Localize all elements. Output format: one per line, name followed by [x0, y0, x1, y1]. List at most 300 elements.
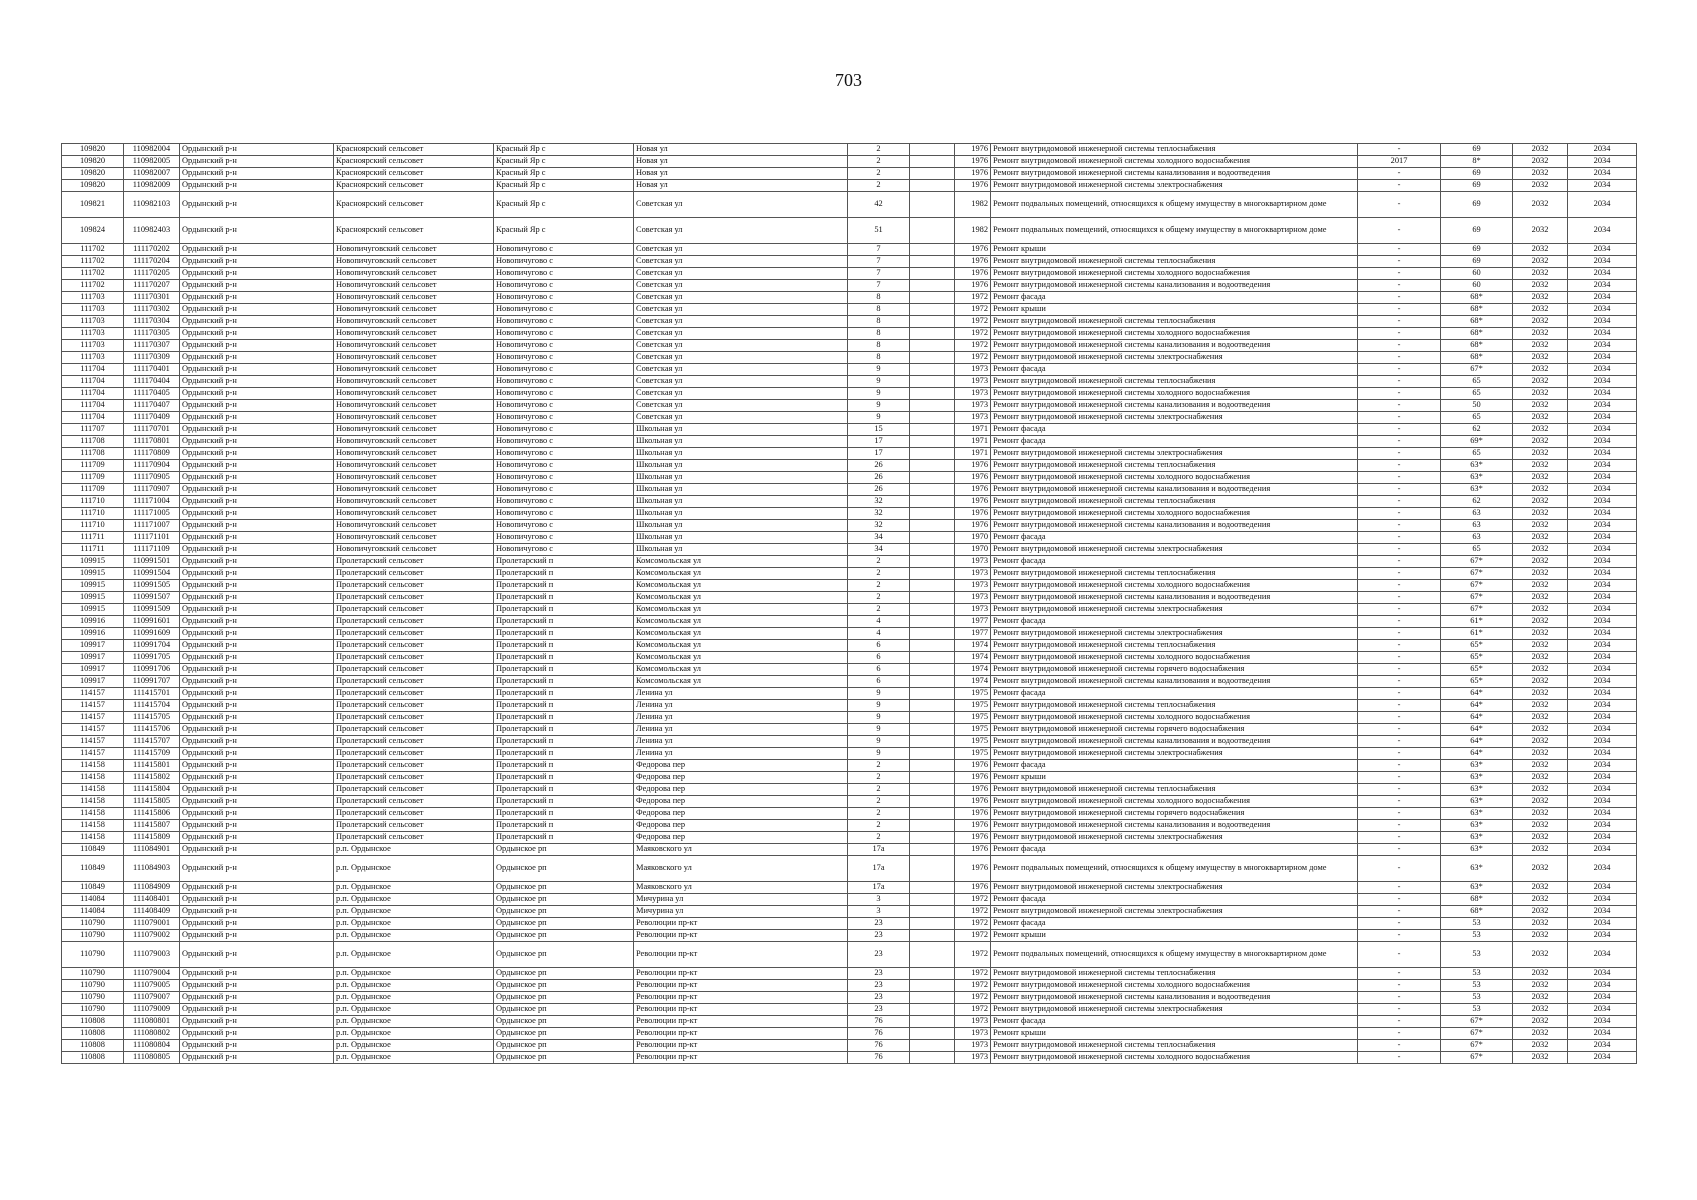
year-built-cell: 1977	[955, 628, 991, 640]
house-id-cell: 110808	[62, 1040, 124, 1052]
district-cell: Ордынский р-н	[180, 268, 334, 280]
element-id-cell: 111171005	[124, 508, 180, 520]
element-id-cell: 111080805	[124, 1052, 180, 1064]
house-id-cell: 111710	[62, 508, 124, 520]
wear-percent-cell: 67*	[1441, 580, 1513, 592]
house-number-cell: 26	[848, 460, 910, 472]
plan-end-cell: 2034	[1568, 508, 1637, 520]
district-cell: Ордынский р-н	[180, 930, 334, 942]
building-cell	[910, 832, 955, 844]
year-built-cell: 1973	[955, 364, 991, 376]
wear-percent-cell: 67*	[1441, 364, 1513, 376]
element-id-cell: 111170301	[124, 292, 180, 304]
house-number-cell: 9	[848, 712, 910, 724]
table-row	[62, 192, 1637, 218]
settlement-cell: Красноярский сельсовет	[334, 218, 494, 244]
element-id-cell: 111170801	[124, 436, 180, 448]
settlement-cell: Красноярский сельсовет	[334, 156, 494, 168]
street-cell: Ленина ул	[634, 736, 848, 748]
street-cell: Школьная ул	[634, 484, 848, 496]
settlement-cell: Пролетарский сельсовет	[334, 712, 494, 724]
plan-start-cell: 2032	[1513, 520, 1568, 532]
table-row	[62, 168, 1637, 180]
settlement-cell: Новопичуговский сельсовет	[334, 412, 494, 424]
settlement-cell: Пролетарский сельсовет	[334, 784, 494, 796]
wear-percent-cell: 53	[1441, 918, 1513, 930]
plan-start-cell: 2032	[1513, 844, 1568, 856]
district-cell: Ордынский р-н	[180, 436, 334, 448]
house-id-cell: 110849	[62, 844, 124, 856]
house-number-cell: 26	[848, 484, 910, 496]
plan-end-cell: 2034	[1568, 424, 1637, 436]
wear-percent-cell: 8*	[1441, 156, 1513, 168]
plan-start-cell: 2032	[1513, 1040, 1568, 1052]
year-built-cell: 1972	[955, 292, 991, 304]
wear-percent-cell: 62	[1441, 496, 1513, 508]
plan-end-cell: 2034	[1568, 268, 1637, 280]
work-type-cell: Ремонт внутридомовой инженерной системы канализования и водоотведения	[991, 592, 1358, 604]
plan-start-cell: 2032	[1513, 180, 1568, 192]
settlement-cell: Пролетарский сельсовет	[334, 724, 494, 736]
settlement-cell: р.п. Ордынское	[334, 1016, 494, 1028]
plan-start-cell: 2032	[1513, 460, 1568, 472]
wear-percent-cell: 53	[1441, 992, 1513, 1004]
settlement-cell: Новопичуговский сельсовет	[334, 448, 494, 460]
element-id-cell: 111079007	[124, 992, 180, 1004]
wear-percent-cell: 53	[1441, 942, 1513, 968]
last-repair-year-cell: -	[1358, 664, 1441, 676]
plan-end-cell: 2034	[1568, 856, 1637, 882]
building-cell	[910, 218, 955, 244]
house-id-cell: 109915	[62, 604, 124, 616]
element-id-cell: 111415807	[124, 820, 180, 832]
last-repair-year-cell: -	[1358, 592, 1441, 604]
plan-end-cell: 2034	[1568, 832, 1637, 844]
work-type-cell: Ремонт внутридомовой инженерной системы теплоснабжения	[991, 640, 1358, 652]
work-type-cell: Ремонт подвальных помещений, относящихся к общему имуществу в многоквартирном доме	[991, 192, 1358, 218]
district-cell: Ордынский р-н	[180, 424, 334, 436]
year-built-cell: 1976	[955, 508, 991, 520]
plan-end-cell: 2034	[1568, 244, 1637, 256]
house-id-cell: 109820	[62, 156, 124, 168]
street-cell: Комсомольская ул	[634, 652, 848, 664]
building-cell	[910, 882, 955, 894]
building-cell	[910, 496, 955, 508]
building-cell	[910, 292, 955, 304]
house-id-cell: 110849	[62, 856, 124, 882]
house-id-cell: 111704	[62, 376, 124, 388]
work-type-cell: Ремонт внутридомовой инженерной системы теплоснабжения	[991, 568, 1358, 580]
plan-start-cell: 2032	[1513, 192, 1568, 218]
locality-cell: Пролетарский п	[494, 808, 634, 820]
street-cell: Новая ул	[634, 180, 848, 192]
house-id-cell: 109917	[62, 676, 124, 688]
street-cell: Революции пр-кт	[634, 942, 848, 968]
settlement-cell: Пролетарский сельсовет	[334, 700, 494, 712]
district-cell: Ордынский р-н	[180, 192, 334, 218]
last-repair-year-cell: -	[1358, 844, 1441, 856]
building-cell	[910, 664, 955, 676]
element-id-cell: 111084909	[124, 882, 180, 894]
plan-start-cell: 2032	[1513, 496, 1568, 508]
house-number-cell: 9	[848, 700, 910, 712]
last-repair-year-cell: -	[1358, 772, 1441, 784]
plan-start-cell: 2032	[1513, 1016, 1568, 1028]
house-id-cell: 114084	[62, 894, 124, 906]
house-id-cell: 114157	[62, 748, 124, 760]
district-cell: Ордынский р-н	[180, 218, 334, 244]
street-cell: Школьная ул	[634, 424, 848, 436]
last-repair-year-cell: -	[1358, 144, 1441, 156]
settlement-cell: Новопичуговский сельсовет	[334, 472, 494, 484]
street-cell: Маяковского ул	[634, 844, 848, 856]
plan-end-cell: 2034	[1568, 168, 1637, 180]
settlement-cell: р.п. Ордынское	[334, 980, 494, 992]
locality-cell: Пролетарский п	[494, 604, 634, 616]
house-number-cell: 76	[848, 1040, 910, 1052]
house-id-cell: 109820	[62, 144, 124, 156]
plan-end-cell: 2034	[1568, 316, 1637, 328]
work-type-cell: Ремонт фасада	[991, 844, 1358, 856]
year-built-cell: 1976	[955, 760, 991, 772]
house-id-cell: 111704	[62, 388, 124, 400]
building-cell	[910, 352, 955, 364]
wear-percent-cell: 63*	[1441, 808, 1513, 820]
district-cell: Ордынский р-н	[180, 472, 334, 484]
year-built-cell: 1972	[955, 906, 991, 918]
last-repair-year-cell: -	[1358, 628, 1441, 640]
element-id-cell: 111170207	[124, 280, 180, 292]
street-cell: Советская ул	[634, 340, 848, 352]
locality-cell: Пролетарский п	[494, 676, 634, 688]
last-repair-year-cell: -	[1358, 340, 1441, 352]
table-row	[62, 772, 1637, 784]
wear-percent-cell: 67*	[1441, 1028, 1513, 1040]
last-repair-year-cell: -	[1358, 894, 1441, 906]
wear-percent-cell: 63*	[1441, 784, 1513, 796]
plan-end-cell: 2034	[1568, 436, 1637, 448]
wear-percent-cell: 69*	[1441, 436, 1513, 448]
table-row	[62, 882, 1637, 894]
plan-start-cell: 2032	[1513, 424, 1568, 436]
last-repair-year-cell: -	[1358, 736, 1441, 748]
building-cell	[910, 580, 955, 592]
settlement-cell: Новопичуговский сельсовет	[334, 388, 494, 400]
settlement-cell: р.п. Ордынское	[334, 942, 494, 968]
work-type-cell: Ремонт внутридомовой инженерной системы теплоснабжения	[991, 256, 1358, 268]
plan-start-cell: 2032	[1513, 968, 1568, 980]
house-number-cell: 9	[848, 400, 910, 412]
last-repair-year-cell: -	[1358, 640, 1441, 652]
house-number-cell: 2	[848, 784, 910, 796]
house-number-cell: 9	[848, 364, 910, 376]
district-cell: Ордынский р-н	[180, 352, 334, 364]
work-type-cell: Ремонт фасада	[991, 532, 1358, 544]
plan-start-cell: 2032	[1513, 980, 1568, 992]
table-row	[62, 364, 1637, 376]
house-number-cell: 2	[848, 772, 910, 784]
settlement-cell: р.п. Ордынское	[334, 856, 494, 882]
year-built-cell: 1976	[955, 244, 991, 256]
work-type-cell: Ремонт внутридомовой инженерной системы теплоснабжения	[991, 1040, 1358, 1052]
locality-cell: Новопичугово с	[494, 400, 634, 412]
table-row	[62, 1028, 1637, 1040]
district-cell: Ордынский р-н	[180, 448, 334, 460]
wear-percent-cell: 69	[1441, 192, 1513, 218]
building-cell	[910, 760, 955, 772]
settlement-cell: р.п. Ордынское	[334, 930, 494, 942]
locality-cell: Красный Яр с	[494, 218, 634, 244]
wear-percent-cell: 63	[1441, 532, 1513, 544]
locality-cell: Пролетарский п	[494, 760, 634, 772]
last-repair-year-cell: -	[1358, 316, 1441, 328]
plan-start-cell: 2032	[1513, 1004, 1568, 1016]
house-id-cell: 111708	[62, 436, 124, 448]
work-type-cell: Ремонт внутридомовой инженерной системы теплоснабжения	[991, 784, 1358, 796]
street-cell: Федорова пер	[634, 760, 848, 772]
district-cell: Ордынский р-н	[180, 556, 334, 568]
locality-cell: Пролетарский п	[494, 616, 634, 628]
locality-cell: Ордынское рп	[494, 1004, 634, 1016]
street-cell: Школьная ул	[634, 460, 848, 472]
house-id-cell: 110790	[62, 992, 124, 1004]
locality-cell: Пролетарский п	[494, 832, 634, 844]
street-cell: Новая ул	[634, 144, 848, 156]
work-type-cell: Ремонт внутридомовой инженерной системы электроснабжения	[991, 352, 1358, 364]
year-built-cell: 1973	[955, 400, 991, 412]
table-row	[62, 724, 1637, 736]
wear-percent-cell: 68*	[1441, 316, 1513, 328]
plan-end-cell: 2034	[1568, 906, 1637, 918]
plan-start-cell: 2032	[1513, 604, 1568, 616]
plan-end-cell: 2034	[1568, 930, 1637, 942]
work-type-cell: Ремонт внутридомовой инженерной системы электроснабжения	[991, 882, 1358, 894]
element-id-cell: 111415802	[124, 772, 180, 784]
year-built-cell: 1975	[955, 736, 991, 748]
plan-start-cell: 2032	[1513, 280, 1568, 292]
work-type-cell: Ремонт внутридомовой инженерной системы канализования и водоотведения	[991, 340, 1358, 352]
building-cell	[910, 700, 955, 712]
plan-end-cell: 2034	[1568, 712, 1637, 724]
house-id-cell: 110790	[62, 1004, 124, 1016]
work-type-cell: Ремонт внутридомовой инженерной системы канализования и водоотведения	[991, 400, 1358, 412]
settlement-cell: Красноярский сельсовет	[334, 180, 494, 192]
street-cell: Комсомольская ул	[634, 664, 848, 676]
plan-end-cell: 2034	[1568, 292, 1637, 304]
year-built-cell: 1973	[955, 556, 991, 568]
last-repair-year-cell: -	[1358, 580, 1441, 592]
district-cell: Ордынский р-н	[180, 412, 334, 424]
element-id-cell: 111080804	[124, 1040, 180, 1052]
house-id-cell: 109916	[62, 616, 124, 628]
year-built-cell: 1971	[955, 448, 991, 460]
building-cell	[910, 532, 955, 544]
house-id-cell: 110790	[62, 918, 124, 930]
wear-percent-cell: 65	[1441, 544, 1513, 556]
last-repair-year-cell: -	[1358, 532, 1441, 544]
element-id-cell: 110991509	[124, 604, 180, 616]
plan-end-cell: 2034	[1568, 484, 1637, 496]
wear-percent-cell: 69	[1441, 180, 1513, 192]
street-cell: Советская ул	[634, 352, 848, 364]
building-cell	[910, 688, 955, 700]
plan-start-cell: 2032	[1513, 156, 1568, 168]
last-repair-year-cell: -	[1358, 484, 1441, 496]
plan-start-cell: 2032	[1513, 930, 1568, 942]
plan-start-cell: 2032	[1513, 412, 1568, 424]
plan-start-cell: 2032	[1513, 256, 1568, 268]
year-built-cell: 1976	[955, 808, 991, 820]
district-cell: Ордынский р-н	[180, 640, 334, 652]
house-number-cell: 2	[848, 820, 910, 832]
building-cell	[910, 628, 955, 640]
table-row	[62, 448, 1637, 460]
building-cell	[910, 156, 955, 168]
house-number-cell: 2	[848, 156, 910, 168]
wear-percent-cell: 68*	[1441, 352, 1513, 364]
year-built-cell: 1976	[955, 280, 991, 292]
plan-start-cell: 2032	[1513, 796, 1568, 808]
year-built-cell: 1982	[955, 192, 991, 218]
house-number-cell: 23	[848, 1004, 910, 1016]
building-cell	[910, 316, 955, 328]
work-type-cell: Ремонт внутридомовой инженерной системы холодного водоснабжения	[991, 508, 1358, 520]
wear-percent-cell: 64*	[1441, 688, 1513, 700]
street-cell: Советская ул	[634, 316, 848, 328]
work-type-cell: Ремонт внутридомовой инженерной системы теплоснабжения	[991, 460, 1358, 472]
building-cell	[910, 168, 955, 180]
building-cell	[910, 192, 955, 218]
street-cell: Революции пр-кт	[634, 918, 848, 930]
locality-cell: Новопичугово с	[494, 340, 634, 352]
street-cell: Революции пр-кт	[634, 1004, 848, 1016]
work-type-cell: Ремонт внутридомовой инженерной системы канализования и водоотведения	[991, 520, 1358, 532]
plan-end-cell: 2034	[1568, 784, 1637, 796]
last-repair-year-cell: -	[1358, 796, 1441, 808]
table-row	[62, 268, 1637, 280]
street-cell: Советская ул	[634, 244, 848, 256]
work-type-cell: Ремонт внутридомовой инженерной системы канализования и водоотведения	[991, 168, 1358, 180]
element-id-cell: 111171101	[124, 532, 180, 544]
element-id-cell: 111170701	[124, 424, 180, 436]
work-type-cell: Ремонт внутридомовой инженерной системы канализования и водоотведения	[991, 280, 1358, 292]
street-cell: Советская ул	[634, 256, 848, 268]
house-number-cell: 2	[848, 796, 910, 808]
house-number-cell: 23	[848, 980, 910, 992]
district-cell: Ордынский р-н	[180, 856, 334, 882]
district-cell: Ордынский р-н	[180, 376, 334, 388]
year-built-cell: 1976	[955, 856, 991, 882]
year-built-cell: 1976	[955, 784, 991, 796]
locality-cell: Ордынское рп	[494, 1052, 634, 1064]
locality-cell: Новопичугово с	[494, 520, 634, 532]
house-number-cell: 15	[848, 424, 910, 436]
building-cell	[910, 388, 955, 400]
table-row	[62, 930, 1637, 942]
house-number-cell: 6	[848, 640, 910, 652]
house-id-cell: 114158	[62, 760, 124, 772]
building-cell	[910, 340, 955, 352]
year-built-cell: 1973	[955, 412, 991, 424]
table-row	[62, 700, 1637, 712]
house-number-cell: 23	[848, 918, 910, 930]
locality-cell: Пролетарский п	[494, 820, 634, 832]
locality-cell: Ордынское рп	[494, 856, 634, 882]
plan-start-cell: 2032	[1513, 388, 1568, 400]
plan-end-cell: 2034	[1568, 144, 1637, 156]
house-number-cell: 26	[848, 472, 910, 484]
year-built-cell: 1972	[955, 328, 991, 340]
year-built-cell: 1975	[955, 700, 991, 712]
table-row	[62, 1004, 1637, 1016]
last-repair-year-cell: -	[1358, 544, 1441, 556]
district-cell: Ордынский р-н	[180, 942, 334, 968]
district-cell: Ордынский р-н	[180, 180, 334, 192]
settlement-cell: Пролетарский сельсовет	[334, 640, 494, 652]
settlement-cell: Пролетарский сельсовет	[334, 652, 494, 664]
street-cell: Комсомольская ул	[634, 676, 848, 688]
house-number-cell: 8	[848, 340, 910, 352]
building-cell	[910, 472, 955, 484]
street-cell: Советская ул	[634, 192, 848, 218]
house-id-cell: 114157	[62, 688, 124, 700]
table-row	[62, 808, 1637, 820]
building-cell	[910, 1052, 955, 1064]
district-cell: Ордынский р-н	[180, 1052, 334, 1064]
building-cell	[910, 856, 955, 882]
settlement-cell: Новопичуговский сельсовет	[334, 460, 494, 472]
element-id-cell: 111415701	[124, 688, 180, 700]
house-id-cell: 111702	[62, 244, 124, 256]
year-built-cell: 1970	[955, 544, 991, 556]
year-built-cell: 1973	[955, 376, 991, 388]
district-cell: Ордынский р-н	[180, 1016, 334, 1028]
work-type-cell: Ремонт внутридомовой инженерной системы электроснабжения	[991, 832, 1358, 844]
plan-start-cell: 2032	[1513, 144, 1568, 156]
settlement-cell: Новопичуговский сельсовет	[334, 364, 494, 376]
street-cell: Федорова пер	[634, 772, 848, 784]
wear-percent-cell: 69	[1441, 244, 1513, 256]
table-row	[62, 1016, 1637, 1028]
last-repair-year-cell: -	[1358, 424, 1441, 436]
house-number-cell: 4	[848, 628, 910, 640]
repair-schedule-table	[61, 143, 1637, 1064]
building-cell	[910, 968, 955, 980]
last-repair-year-cell: -	[1358, 992, 1441, 1004]
year-built-cell: 1973	[955, 592, 991, 604]
year-built-cell: 1972	[955, 316, 991, 328]
wear-percent-cell: 64*	[1441, 712, 1513, 724]
building-cell	[910, 436, 955, 448]
year-built-cell: 1976	[955, 820, 991, 832]
building-cell	[910, 424, 955, 436]
house-number-cell: 7	[848, 256, 910, 268]
street-cell: Комсомольская ул	[634, 604, 848, 616]
building-cell	[910, 280, 955, 292]
building-cell	[910, 992, 955, 1004]
building-cell	[910, 544, 955, 556]
house-id-cell: 114158	[62, 808, 124, 820]
settlement-cell: Пролетарский сельсовет	[334, 688, 494, 700]
element-id-cell: 111170401	[124, 364, 180, 376]
district-cell: Ордынский р-н	[180, 544, 334, 556]
building-cell	[910, 1016, 955, 1028]
locality-cell: Ордынское рп	[494, 1028, 634, 1040]
wear-percent-cell: 68*	[1441, 906, 1513, 918]
year-built-cell: 1976	[955, 156, 991, 168]
district-cell: Ордынский р-н	[180, 580, 334, 592]
house-number-cell: 2	[848, 604, 910, 616]
